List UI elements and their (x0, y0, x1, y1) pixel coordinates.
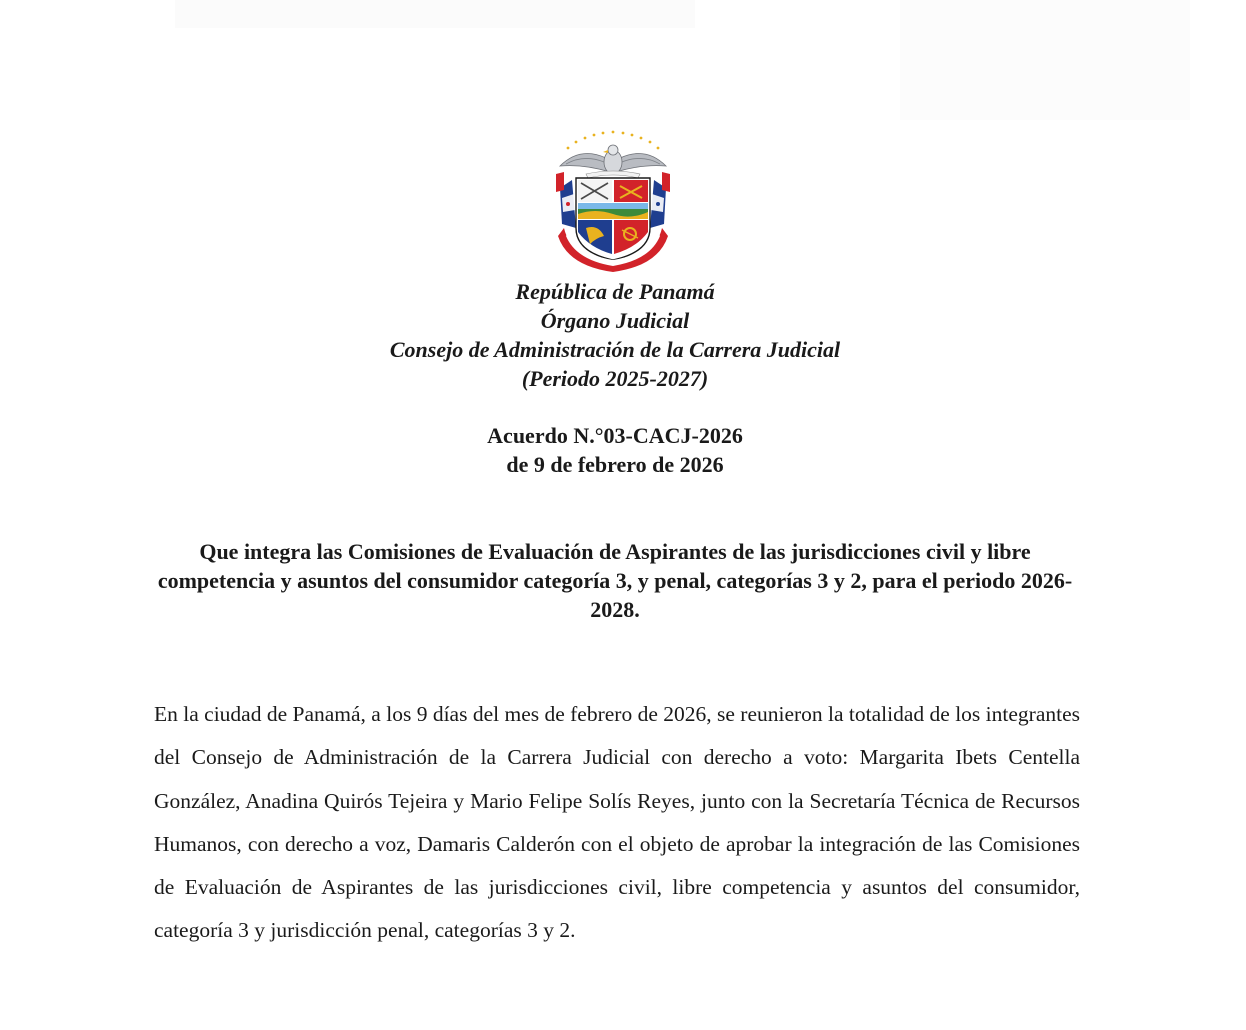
header-period: (Periodo 2025-2027) (521, 366, 709, 391)
header-organ: Órgano Judicial (540, 308, 690, 333)
header-country: República de Panamá (515, 279, 715, 304)
scan-artifact (175, 0, 695, 28)
body-paragraph: En la ciudad de Panamá, a los 9 días del mes de febrero de 2026, se reunieron la totalidad de los integrantes del Consejo de Administración de la Carrera Judicial con derecho a voto: Margarita Ibets Centella González, Anadina Quirós Tejeira y Mario Felipe Solís Reyes, junto con la Secretaría Técnica de Recursos Humanos, con derecho a voz, Damaris Calderón con el objeto de aprobar la integración de las Comisiones de Evaluación de Aspirantes de las jurisdicciones civil, libre competencia y asuntos del consumidor, categoría 3 y jurisdicción penal, categorías 3 y 2. (154, 702, 1080, 943)
agreement-date: de 9 de febrero de 2026 (506, 452, 724, 477)
header-council: Consejo de Administración de la Carrera Judicial (389, 337, 841, 362)
agreement-number: Acuerdo N.°03-CACJ-2026 (487, 423, 743, 448)
agreement-subject: Que integra las Comisiones de Evaluación de Aspirantes de las jurisdicciones civil y libre competencia y asuntos del consumidor categoría 3, y penal, categorías 3 y 2, para el periodo 2026-2028. (157, 539, 1073, 622)
agreement-title (0, 421, 1230, 479)
scan-artifact (900, 0, 1190, 120)
document-header (0, 277, 1230, 393)
coat-of-arms-of-panama-icon (550, 128, 676, 274)
